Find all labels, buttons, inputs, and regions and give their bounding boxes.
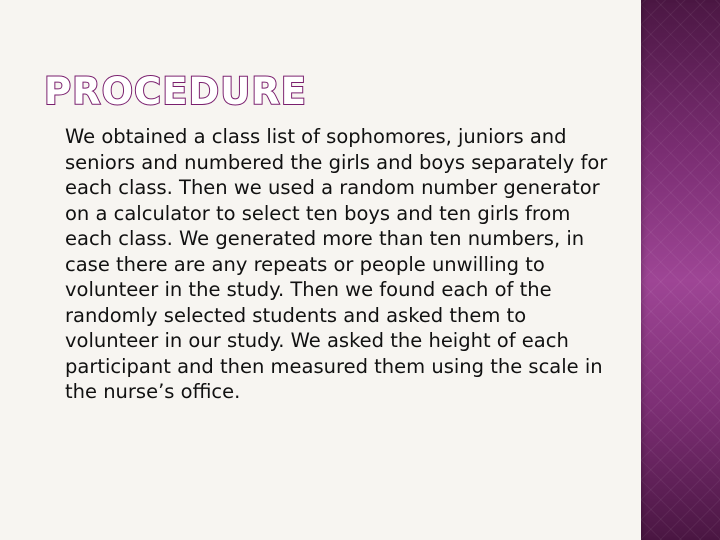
slide-title: PROCEDURE <box>44 70 308 113</box>
slide-body-text: We obtained a class list of sophomores, juniors and seniors and numbered the girls and boys separately for each class. Then we used a random number generator on a calculator to select ten boys and ten girls from each class. We generated more than ten numbers, in case there are any repeats or people unwilling to volunteer in the study. Then we found each of the randomly selected students and asked them to volunteer in our study. We asked the height of each participant and then measured them using the scale in the nurse’s office. <box>65 125 608 403</box>
decorative-side-panel <box>641 0 720 540</box>
